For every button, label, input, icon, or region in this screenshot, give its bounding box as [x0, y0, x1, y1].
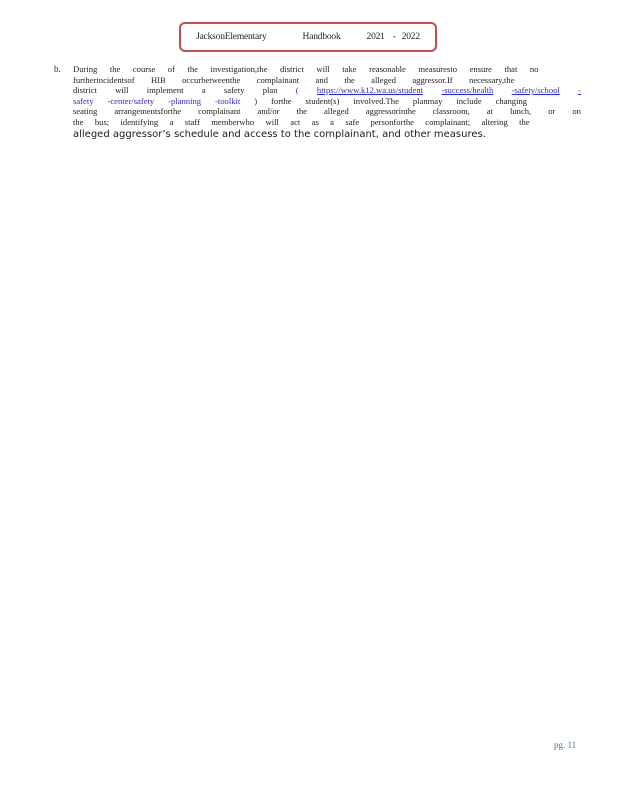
school-name: JacksonElementary: [196, 32, 267, 42]
word: a: [169, 116, 174, 127]
word: identifying: [120, 116, 159, 127]
safety-toolkit-link[interactable]: -: [578, 85, 581, 96]
safety-toolkit-link[interactable]: -center/safety: [107, 95, 155, 106]
word: will: [115, 85, 129, 96]
word: district: [280, 64, 304, 74]
paragraph-line-6: [73, 117, 581, 128]
word: safe: [345, 116, 360, 127]
word: ensure: [469, 64, 492, 74]
word: and/or: [257, 106, 280, 117]
year-dash: -: [392, 32, 396, 42]
paragraph-line-4: [73, 96, 581, 107]
safety-toolkit-link[interactable]: -toolkit: [215, 95, 241, 106]
word: planmay: [412, 95, 443, 106]
word: district: [73, 85, 97, 96]
word: classroom,: [432, 106, 470, 117]
paragraph-line-1: [73, 64, 581, 75]
word: the: [187, 64, 198, 74]
word: involved.The: [353, 95, 399, 106]
safety-plan-paragraph: [73, 64, 581, 141]
word: seating: [73, 106, 98, 117]
word: personforthe: [370, 116, 414, 127]
paragraph-line-5: [73, 106, 581, 117]
word: the: [344, 74, 355, 85]
link-paren: (: [295, 85, 299, 96]
handbook-title: Handbook: [302, 32, 341, 42]
word: the: [73, 116, 84, 127]
word: reasonable: [369, 64, 406, 74]
word: complainant: [256, 74, 300, 85]
word: aggressorinthe: [365, 106, 416, 117]
word: aggressor.If: [412, 74, 453, 85]
safety-toolkit-link[interactable]: safety: [73, 95, 94, 106]
word: the: [519, 116, 530, 127]
word: altering: [481, 116, 508, 127]
word: ): [254, 95, 258, 106]
safety-toolkit-link[interactable]: -success/health: [441, 85, 494, 96]
word: act: [290, 116, 301, 127]
paragraph-line-3: [73, 85, 581, 96]
paragraph-final-line: alleged aggressor’s schedule and access to the complainant, and other measures.: [73, 128, 486, 140]
word: no: [529, 64, 539, 74]
word: necessary,the: [469, 74, 515, 85]
handbook-header: [179, 22, 437, 52]
word: a: [201, 85, 206, 96]
word: course: [132, 64, 156, 74]
word: complainant: [198, 106, 241, 117]
word: arrangementsforthe: [114, 106, 182, 117]
word: will: [265, 116, 279, 127]
word: investigation,the: [210, 64, 268, 74]
safety-toolkit-link[interactable]: -safety/school: [511, 85, 560, 96]
word: of: [167, 64, 175, 74]
word: alleged: [323, 106, 349, 117]
paragraph-line-2: [73, 75, 581, 86]
word: or: [548, 106, 556, 117]
word: as: [311, 116, 319, 127]
word: at: [486, 106, 493, 117]
word: safety: [223, 85, 245, 96]
word: a: [330, 116, 334, 127]
word: During: [73, 64, 98, 74]
word: include: [456, 95, 482, 106]
page-number: pg. 11: [554, 740, 577, 750]
word: will: [316, 64, 330, 74]
list-marker: b.: [54, 64, 61, 74]
safety-toolkit-link[interactable]: -planning: [168, 95, 202, 106]
word: changing: [495, 95, 528, 106]
word: on: [572, 106, 581, 117]
word: forthe: [271, 95, 292, 106]
word: the: [296, 106, 307, 117]
word: student(s): [305, 95, 340, 106]
word: lunch,: [509, 106, 532, 117]
word: the: [109, 64, 121, 74]
word: bus;: [94, 116, 110, 127]
word: plan: [262, 85, 278, 96]
year-start: 2021: [366, 32, 385, 42]
word: furtherincidentsof: [73, 74, 135, 85]
word: occurbetweenthe: [182, 74, 241, 85]
safety-toolkit-link[interactable]: https://www.k12.wa.us/student: [316, 85, 424, 96]
word: complainant;: [425, 116, 471, 127]
word: memberwho: [211, 116, 255, 127]
word: HIB: [150, 74, 166, 85]
word: take: [342, 64, 357, 74]
word: staff: [184, 116, 200, 127]
year-end: 2022: [401, 32, 420, 42]
word: measuresto: [418, 64, 458, 74]
word: implement: [146, 85, 184, 96]
word: alleged: [371, 74, 396, 85]
word: that: [504, 64, 518, 74]
word: and: [315, 74, 328, 85]
